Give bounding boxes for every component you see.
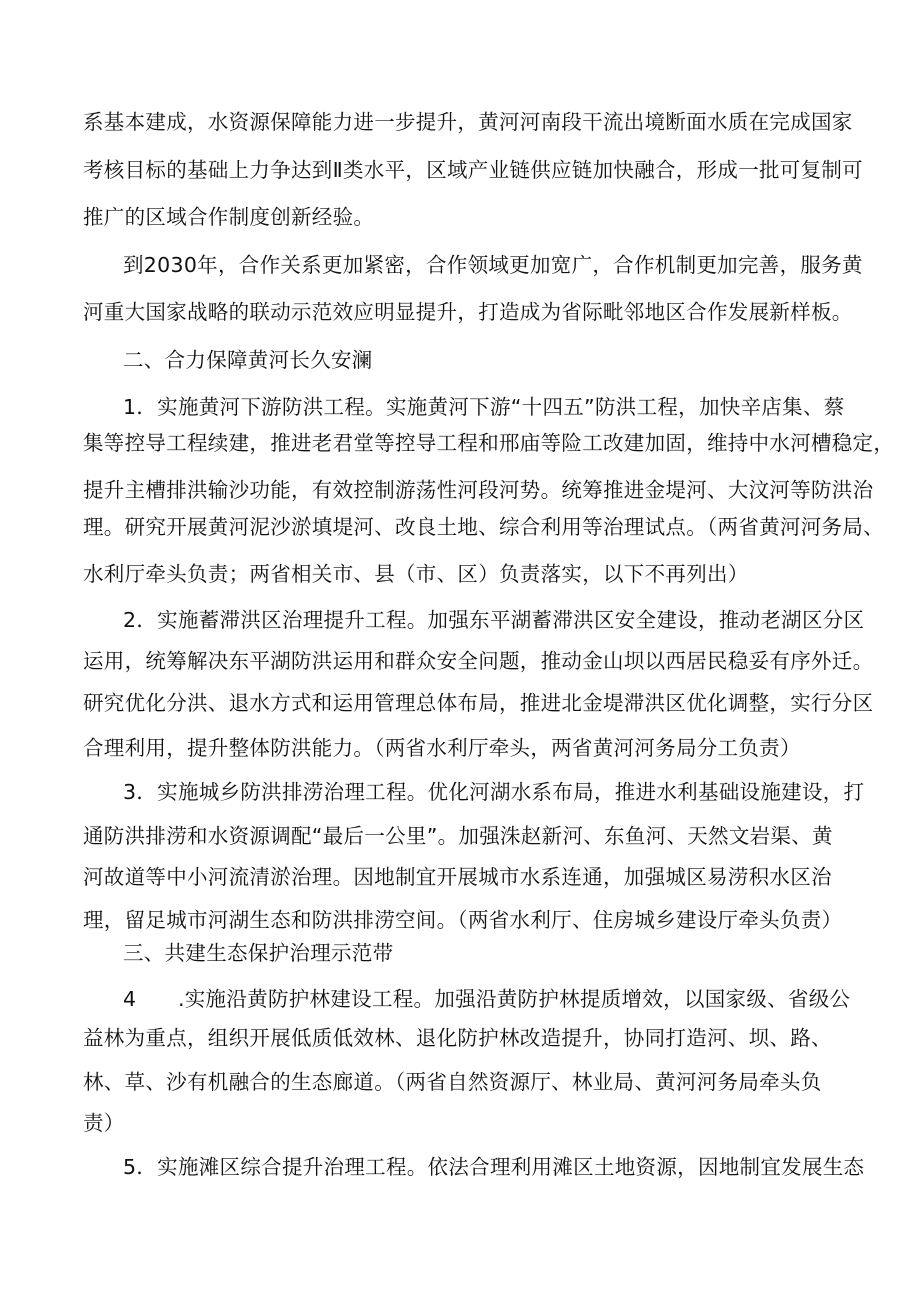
text-line: 运用，统筹解决东平湖防洪运用和群众安全问题，推动金山坝以西居民稳妥有序外迁。 <box>83 649 874 673</box>
text-line: 提升主槽排洪输沙功能，有效控制游荡性河段河势。统筹推进金堤河、大汶河等防洪治 <box>83 478 874 502</box>
text-line: 集等控导工程续建，推进老君堂等控导工程和邢庙等险工改建加固，维持中水河槽稳定， <box>83 431 895 455</box>
text-line: 水利厅牵头负责；两省相关市、县（市、区）负责落实，以下不再列出） <box>83 562 749 586</box>
text-line: 林、草、沙有机融合的生态廊道。（两省自然资源厅、林业局、黄河河务局牵头负 <box>83 1070 822 1094</box>
text-line: 通防洪排涝和水资源调配“最后一公里”。加强洙赵新河、东鱼河、天然文岩渠、黄 <box>83 824 833 848</box>
text-line: 到2030年，合作关系更加紧密，合作领域更加宽广，合作机制更加完善，服务黄 <box>123 253 863 277</box>
text-line: 河重大国家战略的联动示范效应明显提升，打造成为省际毗邻地区合作发展新样板。 <box>83 300 853 324</box>
text-line: 合理利用，提升整体防洪能力。（两省水利厅牵头，两省黄河河务局分工负责） <box>83 736 801 760</box>
text-line: 5．实施滩区综合提升治理工程。依法合理利用滩区土地资源，因地制宜发展生态 <box>123 1155 865 1179</box>
text-line: 2．实施蓄滞洪区治理提升工程。加强东平湖蓄滞洪区安全建设，推动老湖区分区 <box>123 608 865 632</box>
text-line: 系基本建成，水资源保障能力进一步提升，黄河河南段干流出境断面水质在完成国家 <box>83 110 853 134</box>
text-line: 推广的区域合作制度创新经验。 <box>83 205 375 229</box>
text-line: 理，留足城市河湖生态和防洪排涝空间。（两省水利厅、住房城乡建设厅牵头负责） <box>83 908 843 932</box>
text-line: 3．实施城乡防洪排涝治理工程。优化河湖水系布局，推进水利基础设施建设，打 <box>123 780 865 804</box>
text-line: 考核目标的基础上力争达到Ⅱ类水平，区域产业链供应链加快融合，形成一批可复制可 <box>83 158 863 182</box>
section-heading: 三、共建生态保护治理示范带 <box>123 941 394 965</box>
text-line: 责） <box>83 1111 125 1135</box>
text-line: 4 .实施沿黄防护林建设工程。加强沿黄防护林提质增效，以国家级、省级公 <box>123 987 851 1011</box>
section-heading: 二、合力保障黄河长久安澜 <box>123 348 373 372</box>
text-line: 益林为重点，组织开展低质低效林、退化防护林改造提升，协同打造河、坝、路、 <box>83 1026 832 1050</box>
text-line: 研究优化分洪、退水方式和运用管理总体布局，推进北金堤滞洪区优化调整，实行分区 <box>83 691 874 715</box>
text-line: 河故道等中小河流清淤治理。因地制宜开展城市水系连通，加强城区易涝积水区治 <box>83 865 832 889</box>
text-line: 理。研究开展黄河泥沙淤填堤河、改良土地、综合利用等治理试点。（两省黄河河务局、 <box>83 515 884 539</box>
text-line: 1．实施黄河下游防洪工程。实施黄河下游“十四五”防洪工程，加快辛店集、蔡 <box>123 395 845 419</box>
